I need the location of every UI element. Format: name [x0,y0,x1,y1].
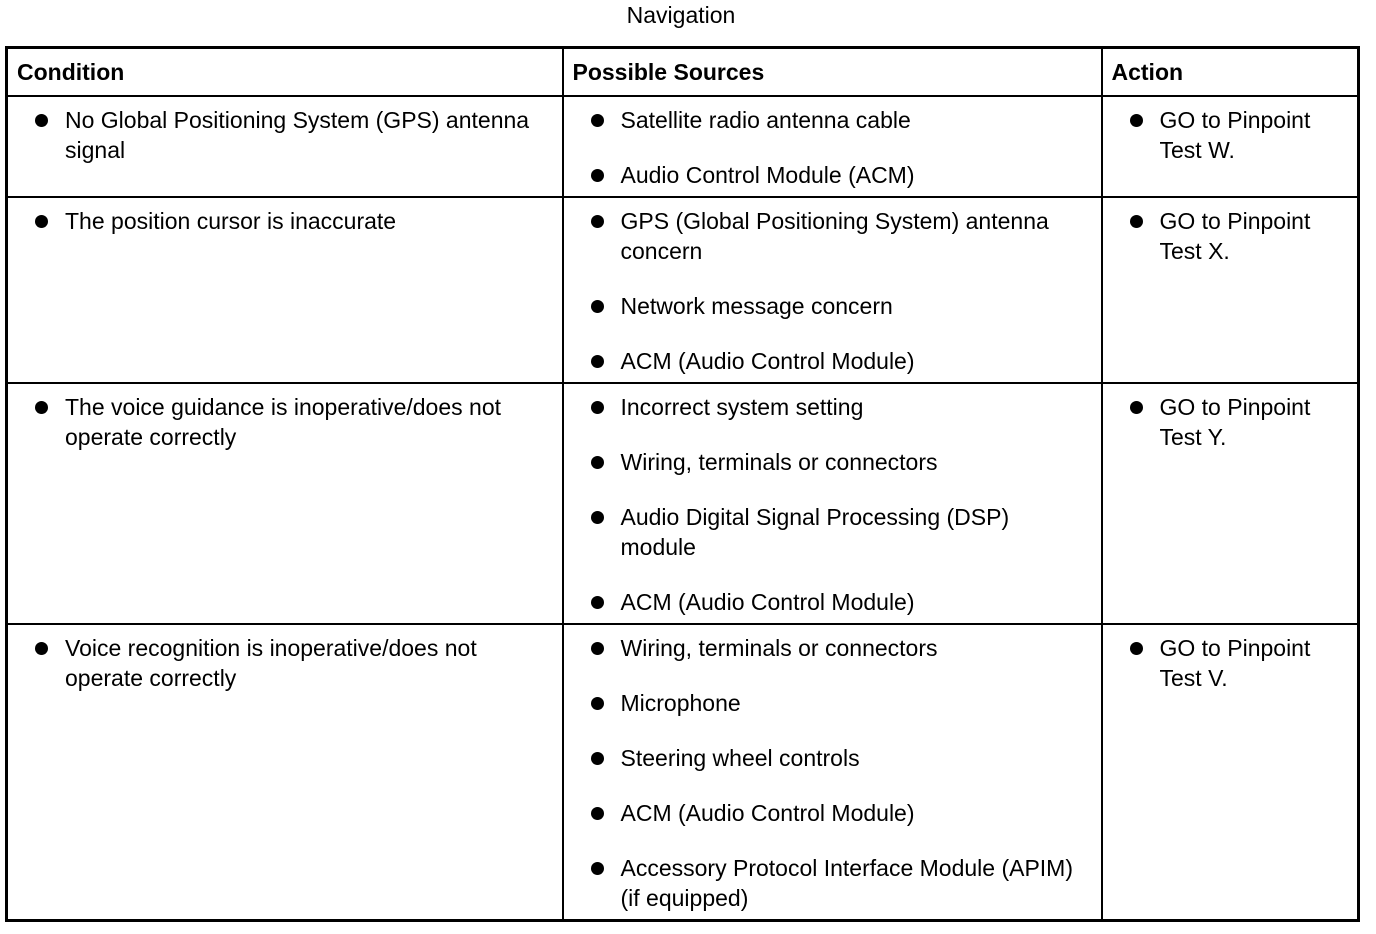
bullet-icon [591,114,604,127]
possible-sources-cell [563,624,1102,921]
bullet-list [1103,625,1358,693]
bullet-list [564,384,1101,617]
bullet-list [8,97,562,165]
bullet-icon [35,642,48,655]
header-action: Action [1102,48,1359,97]
table-row [7,197,1359,383]
list-item-text: Wiring, terminals or connectors [620,635,938,661]
list-item-text: Network message concern [620,293,893,319]
list-item [1103,633,1344,693]
bullet-icon [591,456,604,469]
header-possible-sources: Possible Sources [563,48,1102,97]
list-item-text: GO to Pinpoint Test V. [1159,635,1311,691]
list-item [1103,206,1344,266]
action-cell [1102,197,1359,383]
list-item-text: Wiring, terminals or connectors [620,449,938,475]
list-item-text: GPS (Global Positioning System) antenna concern [620,208,1049,264]
list-item-text: No Global Positioning System (GPS) antenna signal [65,107,530,163]
bullet-icon [1130,401,1143,414]
list-item-text: Audio Control Module (ACM) [620,162,915,188]
bullet-icon [591,401,604,414]
list-item [564,105,1087,135]
bullet-icon [1130,642,1143,655]
list-item [1103,105,1344,165]
possible-sources-cell [563,197,1102,383]
header-condition: Condition [7,48,563,97]
list-item [564,688,1087,718]
list-item [8,392,548,452]
list-item [564,798,1087,828]
bullet-icon [591,215,604,228]
list-item [8,105,548,165]
list-item-text: Accessory Protocol Interface Module (APIM) (if equipped) [620,855,1073,911]
list-item-text: Steering wheel controls [620,745,860,771]
bullet-icon [591,169,604,182]
table-header-row [7,48,1359,97]
bullet-icon [591,697,604,710]
list-item [564,853,1087,913]
list-item-text: GO to Pinpoint Test W. [1159,107,1311,163]
bullet-icon [35,114,48,127]
list-item [564,502,1087,562]
list-item [564,392,1087,422]
bullet-icon [591,355,604,368]
list-item [564,587,1087,617]
list-item-text: ACM (Audio Control Module) [620,589,915,615]
list-item-text: ACM (Audio Control Module) [620,348,915,374]
list-item-text: GO to Pinpoint Test Y. [1159,394,1311,450]
list-item [564,160,1087,190]
bullet-list [8,625,562,693]
list-item [564,291,1087,321]
bullet-list [1103,97,1358,165]
list-item-text: Satellite radio antenna cable [620,107,911,133]
condition-cell [7,624,563,921]
bullet-list [1103,198,1358,266]
list-item-text: Incorrect system setting [620,394,864,420]
bullet-icon [591,862,604,875]
bullet-icon [591,596,604,609]
list-item-text: ACM (Audio Control Module) [620,800,915,826]
bullet-icon [35,401,48,414]
action-cell [1102,624,1359,921]
list-item [8,206,548,236]
list-item-text: The position cursor is inaccurate [65,208,397,234]
bullet-icon [1130,114,1143,127]
bullet-icon [1130,215,1143,228]
bullet-icon [591,642,604,655]
table-row [7,96,1359,197]
bullet-list [8,198,562,236]
condition-cell [7,383,563,624]
condition-cell [7,197,563,383]
table-row [7,383,1359,624]
list-item [564,633,1087,663]
page-title: Navigation [626,2,736,28]
list-item [564,447,1087,477]
list-item [8,633,548,693]
list-item-text: Microphone [620,690,741,716]
action-cell [1102,96,1359,197]
list-item-text: Audio Digital Signal Processing (DSP) module [620,504,1010,560]
bullet-list [564,198,1101,376]
bullet-icon [591,300,604,313]
bullet-icon [591,807,604,820]
bullet-list [1103,384,1358,452]
table-row [7,624,1359,921]
bullet-icon [591,752,604,765]
list-item [1103,392,1344,452]
possible-sources-cell [563,383,1102,624]
list-item [564,206,1087,266]
bullet-list [564,97,1101,190]
bullet-icon [35,215,48,228]
condition-cell [7,96,563,197]
possible-sources-cell [563,96,1102,197]
symptom-chart-table [5,46,1360,922]
list-item-text: Voice recognition is inoperative/does not operate correctly [65,635,477,691]
bullet-list [564,625,1101,913]
list-item [564,346,1087,376]
action-cell [1102,383,1359,624]
bullet-icon [591,511,604,524]
list-item-text: GO to Pinpoint Test X. [1159,208,1311,264]
list-item [564,743,1087,773]
bullet-list [8,384,562,452]
list-item-text: The voice guidance is inoperative/does not operate correctly [65,394,502,450]
